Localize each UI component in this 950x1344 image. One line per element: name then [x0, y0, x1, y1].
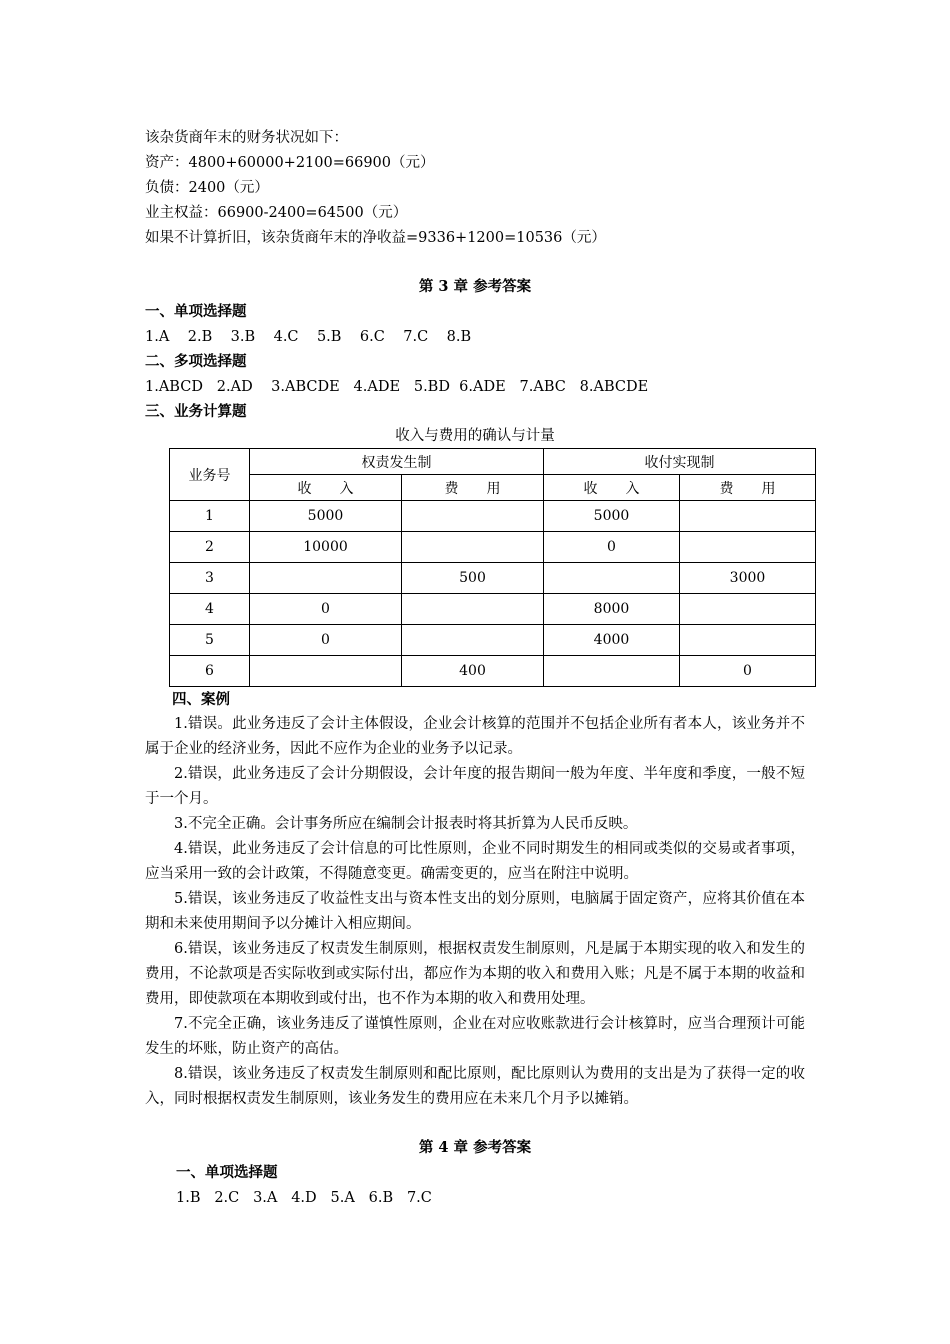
header-business-no: 业务号 — [170, 449, 250, 501]
cell-cash-income: 4000 — [544, 625, 680, 656]
intro-line: 如果不计算折旧，该杂货商年末的净收益=9336+1200=10536（元） — [145, 230, 606, 246]
cell-accrual-expense — [402, 625, 544, 656]
answers-line: 1.ABCD 2.AD 3.ABCDE 4.ADE 5.BD 6.ADE 7.ABC 8.ABCDE — [145, 379, 649, 395]
intro-line: 业主权益：66900-2400=64500（元） — [145, 205, 408, 221]
header-expense: 费 用 — [680, 475, 816, 501]
revenue-expense-table — [169, 448, 816, 687]
cell-accrual-expense: 500 — [402, 563, 544, 594]
cell-accrual-income — [250, 563, 402, 594]
intro-line: 资产：4800+60000+2100=66900（元） — [145, 155, 435, 171]
section-title: 一、单项选择题 — [145, 303, 247, 320]
cell-cash-expense: 0 — [680, 656, 816, 687]
header-income: 收 入 — [544, 475, 680, 501]
cell-cash-expense — [680, 625, 816, 656]
chapter-4-title: 第 4 章 参考答案 — [418, 1139, 532, 1156]
cell-cash-income: 8000 — [544, 594, 680, 625]
section-title: 四、案例 — [172, 691, 230, 708]
cell-cash-expense: 3000 — [680, 563, 816, 594]
case-paragraph: 6.错误，该业务违反了权责发生制原则，根据权责发生制原则，凡是属于本期实现的收入和发生的费用，不论款项是否实际收到或实际付出，都应作为本期的收入和费用入账；凡是不属于本期的收益和费用，即使款项在本期收到或付出，也不作为本期的收入和费用处理。 — [145, 941, 805, 1007]
table-row — [170, 594, 816, 625]
header-expense: 费 用 — [402, 475, 544, 501]
case-paragraph: 1.错误。此业务违反了会计主体假设，企业会计核算的范围并不包括企业所有者本人，该业务并不属于企业的经济业务，因此不应作为企业的业务予以记录。 — [145, 716, 805, 757]
case-paragraph: 2.错误，此业务违反了会计分期假设，会计年度的报告期间一般为年度、半年度和季度，一般不短于一个月。 — [145, 766, 805, 807]
cell-accrual-expense — [402, 532, 544, 563]
cell-cash-expense — [680, 532, 816, 563]
cell-accrual-expense — [402, 594, 544, 625]
cell-accrual-income: 10000 — [250, 532, 402, 563]
table-row — [170, 501, 816, 532]
cell-id: 2 — [170, 532, 250, 563]
case-paragraph: 5.错误，该业务违反了收益性支出与资本性支出的划分原则，电脑属于固定资产，应将其价值在本期和未来使用期间予以分摊计入相应期间。 — [145, 891, 805, 932]
cell-id: 4 — [170, 594, 250, 625]
answers-line: 1.A 2.B 3.B 4.C 5.B 6.C 7.C 8.B — [145, 329, 472, 345]
cell-accrual-expense: 400 — [402, 656, 544, 687]
cell-accrual-income: 0 — [250, 625, 402, 656]
cell-accrual-income: 0 — [250, 594, 402, 625]
chapter-3-title: 第 3 章 参考答案 — [418, 278, 532, 295]
case-paragraph: 3.不完全正确。会计事务所应在编制会计报表时将其折算为人民币反映。 — [174, 816, 638, 832]
table-row — [170, 532, 816, 563]
cell-cash-income: 5000 — [544, 501, 680, 532]
section-title: 三、业务计算题 — [145, 403, 247, 420]
table-caption: 收入与费用的确认与计量 — [395, 428, 555, 444]
table-row — [170, 656, 816, 687]
header-accrual-basis: 权责发生制 — [250, 449, 544, 475]
intro-line: 该杂货商年末的财务状况如下： — [145, 130, 348, 146]
cell-cash-expense — [680, 501, 816, 532]
cell-id: 1 — [170, 501, 250, 532]
cell-id: 6 — [170, 656, 250, 687]
cell-cash-income — [544, 656, 680, 687]
header-cash-basis: 收付实现制 — [544, 449, 816, 475]
table-row — [170, 625, 816, 656]
section-title: 二、多项选择题 — [145, 353, 247, 370]
cell-accrual-income — [250, 656, 402, 687]
case-paragraph: 7.不完全正确，该业务违反了谨慎性原则，企业在对应收账款进行会计核算时，应当合理预计可能发生的坏账，防止资产的高估。 — [145, 1016, 805, 1057]
intro-line: 负债：2400（元） — [145, 180, 269, 196]
answers-line: 1.B 2.C 3.A 4.D 5.A 6.B 7.C — [176, 1190, 432, 1206]
cell-id: 3 — [170, 563, 250, 594]
cell-id: 5 — [170, 625, 250, 656]
header-income: 收 入 — [250, 475, 402, 501]
table-row — [170, 563, 816, 594]
cell-cash-income: 0 — [544, 532, 680, 563]
cell-cash-income — [544, 563, 680, 594]
cell-accrual-expense — [402, 501, 544, 532]
cell-accrual-income: 5000 — [250, 501, 402, 532]
case-paragraph: 8.错误，该业务违反了权责发生制原则和配比原则，配比原则认为费用的支出是为了获得一定的收入，同时根据权责发生制原则，该业务发生的费用应在未来几个月予以摊销。 — [145, 1066, 805, 1107]
section-title: 一、单项选择题 — [176, 1164, 278, 1181]
cell-cash-expense — [680, 594, 816, 625]
case-paragraph: 4.错误，此业务违反了会计信息的可比性原则，企业不同时期发生的相同或类似的交易或者事项，应当采用一致的会计政策，不得随意变更。确需变更的，应当在附注中说明。 — [145, 841, 805, 882]
